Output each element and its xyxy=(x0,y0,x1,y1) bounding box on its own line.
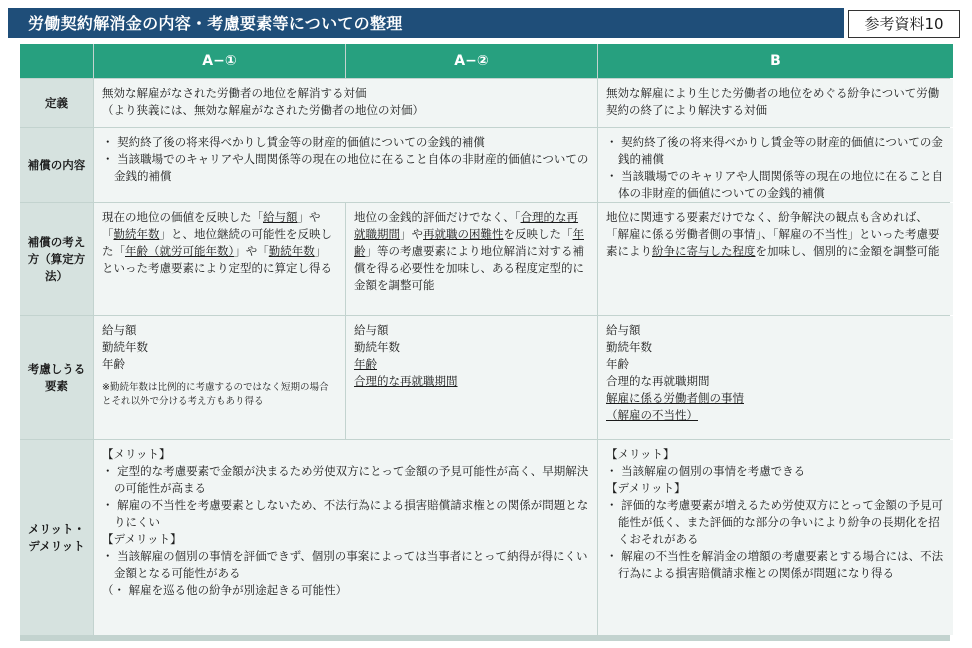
method-a1-cell xyxy=(94,203,345,315)
factor-item-underlined: （解雇の不当性） xyxy=(606,408,698,422)
factor-item: 合理的な再就職期間 xyxy=(606,374,710,388)
factor-item: 給与額 xyxy=(606,323,641,337)
method-a2-cell xyxy=(346,203,597,315)
reference-label: 参考資料10 xyxy=(848,10,960,38)
factors-a2-cell xyxy=(346,316,597,439)
method-b-cell xyxy=(598,203,953,315)
demerit-bullet: ・ 評価的な考慮要素が増えるため労使双方にとって金額の予見可能性が低く、また評価的な部分の争いにより紛争の長期化を招くおそれがある xyxy=(606,498,943,546)
definition-a-line: 無効な解雇がなされた労働者の地位を解消する対価 xyxy=(102,86,367,100)
demerit-bullet: ・ 解雇の不当性を解消金の増額の考慮要素とする場合には、不法行為による損害賠償請求権との関係が問題になり得る xyxy=(606,549,944,580)
merits-a-cell xyxy=(94,440,597,635)
row-label-merits: メリット・デメリット xyxy=(20,440,93,635)
definition-b-text: 無効な解雇により生じた労働者の地位をめぐる紛争について労働契約の終了により解決する対価 xyxy=(606,86,940,117)
method-a1-text: 現在の地位の価値を反映した「給与額」や「勤続年数」と、地位継続の可能性を反映した「年齢（就労可能年数）」や「勤続年数」といった考慮要素により定型的に算定し得る xyxy=(102,210,332,275)
factor-item: 勤続年数 xyxy=(606,340,652,354)
demerit-bullet: （・ 解雇を巡る他の紛争が別途起きる可能性） xyxy=(102,583,348,597)
column-header-a2: A−② xyxy=(346,44,597,78)
factor-item: 給与額 xyxy=(102,323,137,337)
definition-a-line: （より狭義には、無効な解雇がなされた労働者の地位の対価） xyxy=(102,103,424,117)
demerit-heading: 【デメリット】 xyxy=(102,532,182,546)
compensation-a-cell xyxy=(94,128,597,202)
factors-b-cell xyxy=(598,316,953,439)
factor-item-underlined: 合理的な再就職期間 xyxy=(354,374,458,388)
compensation-a-bullet: ・ 当該職場でのキャリアや人間関係等の現在の地位に在ること自体の非財産的価値についての金銭的補償 xyxy=(102,152,589,183)
demerit-heading: 【デメリット】 xyxy=(606,481,686,495)
factor-item: 年齢 xyxy=(606,357,629,371)
factor-item-underlined: 年齢 xyxy=(354,357,377,371)
row-label-compensation: 補償の内容 xyxy=(20,128,93,202)
merits-b-cell xyxy=(598,440,953,635)
definition-a-cell xyxy=(94,79,597,127)
definition-b-cell xyxy=(598,79,953,127)
column-header-a1: A−① xyxy=(94,44,345,78)
factor-item: 給与額 xyxy=(354,323,389,337)
factor-note: ※勤続年数は比例的に考慮するのではなく短期の場合とそれ以外で分ける考え方もあり得る xyxy=(102,382,329,407)
factor-item-underlined: 解雇に係る労働者側の事情 xyxy=(606,391,744,405)
compensation-b-cell xyxy=(598,128,953,202)
merit-heading: 【メリット】 xyxy=(606,447,675,461)
row-label-factors: 考慮しうる要素 xyxy=(20,316,93,439)
compensation-a-bullet: ・ 契約終了後の将来得べかりし賃金等の財産的価値についての金銭的補償 xyxy=(102,135,485,149)
method-b-text: 地位に関連する要素だけでなく、紛争解決の観点も含めれば、「解雇に係る労働者側の事情」、「解雇の不当性」といった考慮要素により紛争に寄与した程度を加味し、個別的に金額を調整可能 xyxy=(606,210,940,258)
factor-item: 年齢 xyxy=(102,357,125,371)
factor-item: 勤続年数 xyxy=(102,340,148,354)
merit-heading: 【メリット】 xyxy=(102,447,171,461)
compensation-b-bullet: ・ 当該職場でのキャリアや人間関係等の現在の地位に在ること自体の非財産的価値についての金銭的補償 xyxy=(606,169,944,200)
compensation-b-bullet: ・ 契約終了後の将来得べかりし賃金等の財産的価値についての金銭的補償 xyxy=(606,135,943,166)
row-label-definition: 定義 xyxy=(20,79,93,127)
merit-bullet: ・ 定型的な考慮要素で金額が決まるため労使双方にとって金額の予見可能性が高く、早期解決の可能性が高まる xyxy=(102,464,589,495)
demerit-bullet: ・ 当該解雇の個別の事情を評価できず、個別の事案によっては当事者にとって納得が得にくい金額となる可能性がある xyxy=(102,549,588,580)
page-title: 労働契約解消金の内容・考慮要素等についての整理 xyxy=(28,14,403,33)
comparison-table xyxy=(20,44,950,641)
factors-a1-cell xyxy=(94,316,345,439)
column-header-b: B xyxy=(598,44,953,78)
merit-bullet: ・ 当該解雇の個別の事情を考慮できる xyxy=(606,464,806,478)
row-label-method: 補償の考え方（算定方法） xyxy=(20,203,93,315)
factor-item: 勤続年数 xyxy=(354,340,400,354)
method-a2-text: 地位の金銭的評価だけでなく、「合理的な再就職期間」や再就職の困難性を反映した「年齢」等の考慮要素により地位解消に対する補償を得る必要性を加味し、ある程度定型的に金額を調整可能 xyxy=(354,210,584,292)
merit-bullet: ・ 解雇の不当性を考慮要素としないため、不法行為による損害賠償請求権との関係が問題となりにくい xyxy=(102,498,589,529)
corner-header-cell xyxy=(20,44,93,78)
